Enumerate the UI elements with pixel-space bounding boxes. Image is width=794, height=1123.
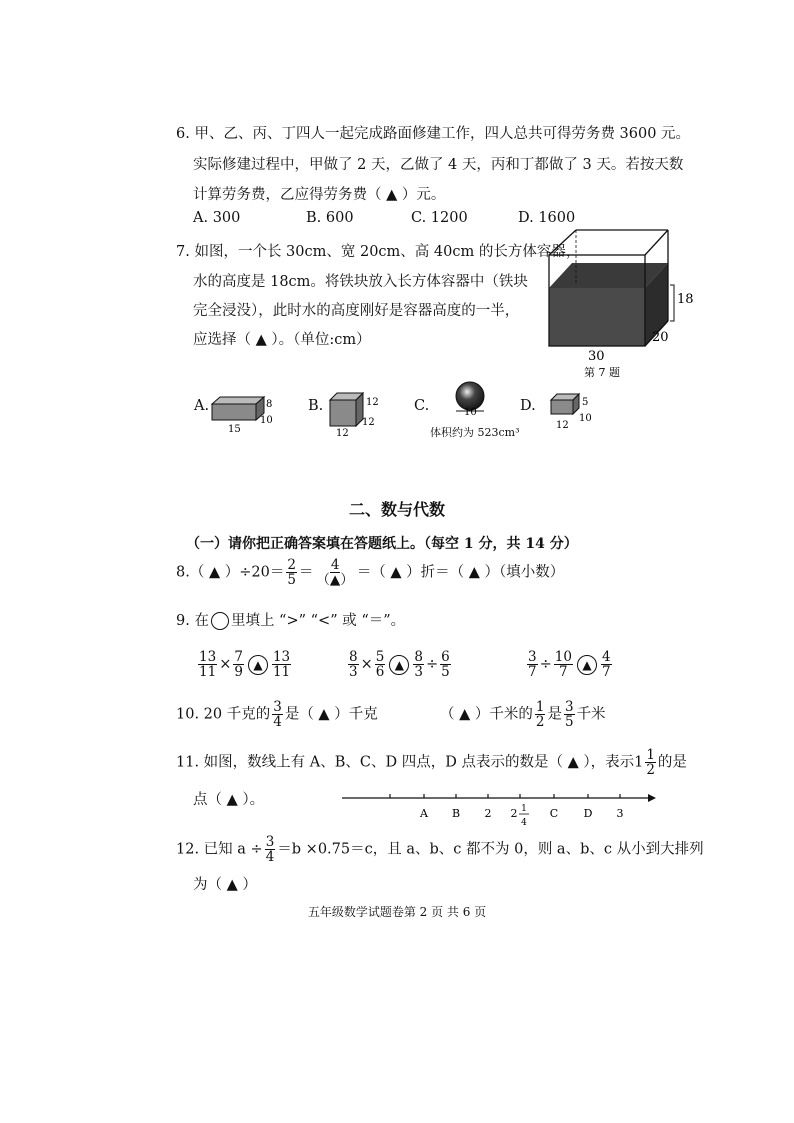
answer-circle-icon: ▲: [248, 655, 268, 675]
nl-label-frac-num: 1: [521, 804, 527, 814]
q7-option-d-letter: D.: [520, 398, 536, 414]
q7-option-d-block: [546, 390, 596, 434]
svg-text:10: 10: [260, 415, 273, 426]
q10-right: （ ▲ ）千米的 $\frac{1}{2}$ 是 $\frac{3}{5}$ 千米: [440, 699, 606, 731]
nl-label-c: C: [549, 807, 559, 820]
q7-line2: 水的高度是 18cm。将铁块放入长方体容器中（铁块: [193, 274, 528, 290]
svg-text:10: 10: [579, 413, 592, 424]
q7-line3: 完全浸没），此时水的高度刚好是容器高度的一半，: [193, 303, 520, 319]
q7-line1: 7. 如图，一个长 30cm、宽 20cm、高 40cm 的长方体容器，: [176, 244, 581, 260]
q7-option-a-block: [208, 390, 278, 434]
nl-label-frac-den: 4: [521, 818, 527, 828]
q11-line1: 11. 如图，数线上有 A、B、C、D 四点，D 点表示的数是（ ▲ ），表示1 $\frac{1}{2}$ 的是: [176, 747, 687, 779]
q7-height-label: 18: [677, 292, 694, 307]
q7-container-figure: [540, 225, 700, 385]
q6-option-c: C. 1200: [411, 210, 468, 226]
svg-text:10: 10: [464, 407, 477, 418]
q9-line: 9. 在 里填上 “>” “<” 或 “＝”。: [176, 613, 406, 629]
q7-caption: 第 7 题: [584, 366, 620, 379]
svg-text:15: 15: [228, 424, 241, 434]
svg-text:5: 5: [582, 397, 589, 408]
q8-fraction-2: $\frac{4}{(▲)}$: [316, 557, 354, 589]
q9-item-2: $\frac{8}{3}$ × $\frac{5}{6}$ ▲ $\frac{8}{3}$ ÷ $\frac{6}{5}$: [349, 649, 450, 681]
nl-label-3: 3: [616, 807, 624, 820]
svg-text:12: 12: [366, 397, 379, 408]
q7-option-a-letter: A.: [194, 398, 210, 414]
nl-label-2: 2: [484, 807, 492, 820]
q7-option-b-block: [326, 388, 386, 438]
answer-circle-icon: ▲: [577, 655, 597, 675]
nl-label-a: A: [420, 807, 428, 820]
q7-option-c-letter: C.: [414, 398, 430, 414]
svg-text:12: 12: [336, 428, 349, 438]
q6-line2: 实际修建过程中，甲做了 2 天，乙做了 4 天，丙和丁都做了 3 天。若按天数: [193, 157, 684, 173]
nl-label-d: D: [583, 807, 593, 820]
q7-option-c-note: 体积约为 523cm³: [430, 426, 520, 439]
q7-line4: 应选择（ ▲ ）。（单位:cm）: [193, 332, 371, 348]
q12-line1: 12. 已知 a ÷ $\frac{3}{4}$ ＝b ×0.75＝c，且 a、b、c 都不为 0，则 a、b、c 从小到大排列: [176, 834, 704, 866]
answer-circle-icon: ▲: [389, 655, 409, 675]
q7-option-c-sphere: [448, 380, 498, 420]
q11-line2: 点（ ▲ ）。: [193, 792, 265, 808]
nl-label-mixed-whole: 2: [510, 807, 518, 820]
svg-text:12: 12: [362, 417, 375, 428]
q8-line: 8.（ ▲ ）÷20＝ $\frac{2}{5}$ ＝ $\frac{4}{(▲)}$ ＝（ ▲ ）折＝（ ▲ ）（填小数）: [176, 557, 565, 589]
q6-option-b: B. 600: [306, 210, 354, 226]
section-subtitle: （一）请你把正确答案填在答题纸上。（每空 1 分，共 14 分）: [186, 536, 578, 552]
page-footer: 五年级数学试题卷第 2 页 共 6 页: [307, 905, 487, 919]
blank-circle-icon: [211, 612, 229, 630]
q7-length-label: 30: [588, 349, 605, 364]
q8-fraction-1: $\frac{2}{5}$: [287, 557, 296, 589]
q10-left: 10. 20 千克的 $\frac{3}{4}$ 是（ ▲ ）千克: [176, 699, 378, 731]
q6-option-d: D. 1600: [518, 210, 576, 226]
q6-option-a: A. 300: [193, 210, 241, 226]
q6-line1: 6. 甲、乙、丙、丁四人一起完成路面修建工作，四人总共可得劳务费 3600 元。: [176, 126, 691, 142]
section-title: 二、数与代数: [348, 500, 445, 519]
nl-label-b: B: [451, 807, 461, 820]
svg-text:12: 12: [556, 420, 569, 431]
q7-option-b-letter: B.: [308, 398, 324, 414]
q11-number-line: [338, 787, 663, 832]
q12-line2: 为（ ▲ ）: [193, 877, 257, 893]
q9-item-3: $\frac{3}{7}$ ÷ $\frac{10}{7}$ ▲ $\frac{4}{7}$: [528, 649, 611, 681]
svg-text:8: 8: [266, 399, 273, 410]
q7-width-label: 20: [652, 330, 669, 345]
q6-line3: 计算劳务费，乙应得劳务费（ ▲ ）元。: [193, 187, 446, 203]
q9-item-1: $\frac{13}{11}$ × $\frac{7}{9}$ ▲ $\frac{13}{11}$: [199, 649, 291, 681]
